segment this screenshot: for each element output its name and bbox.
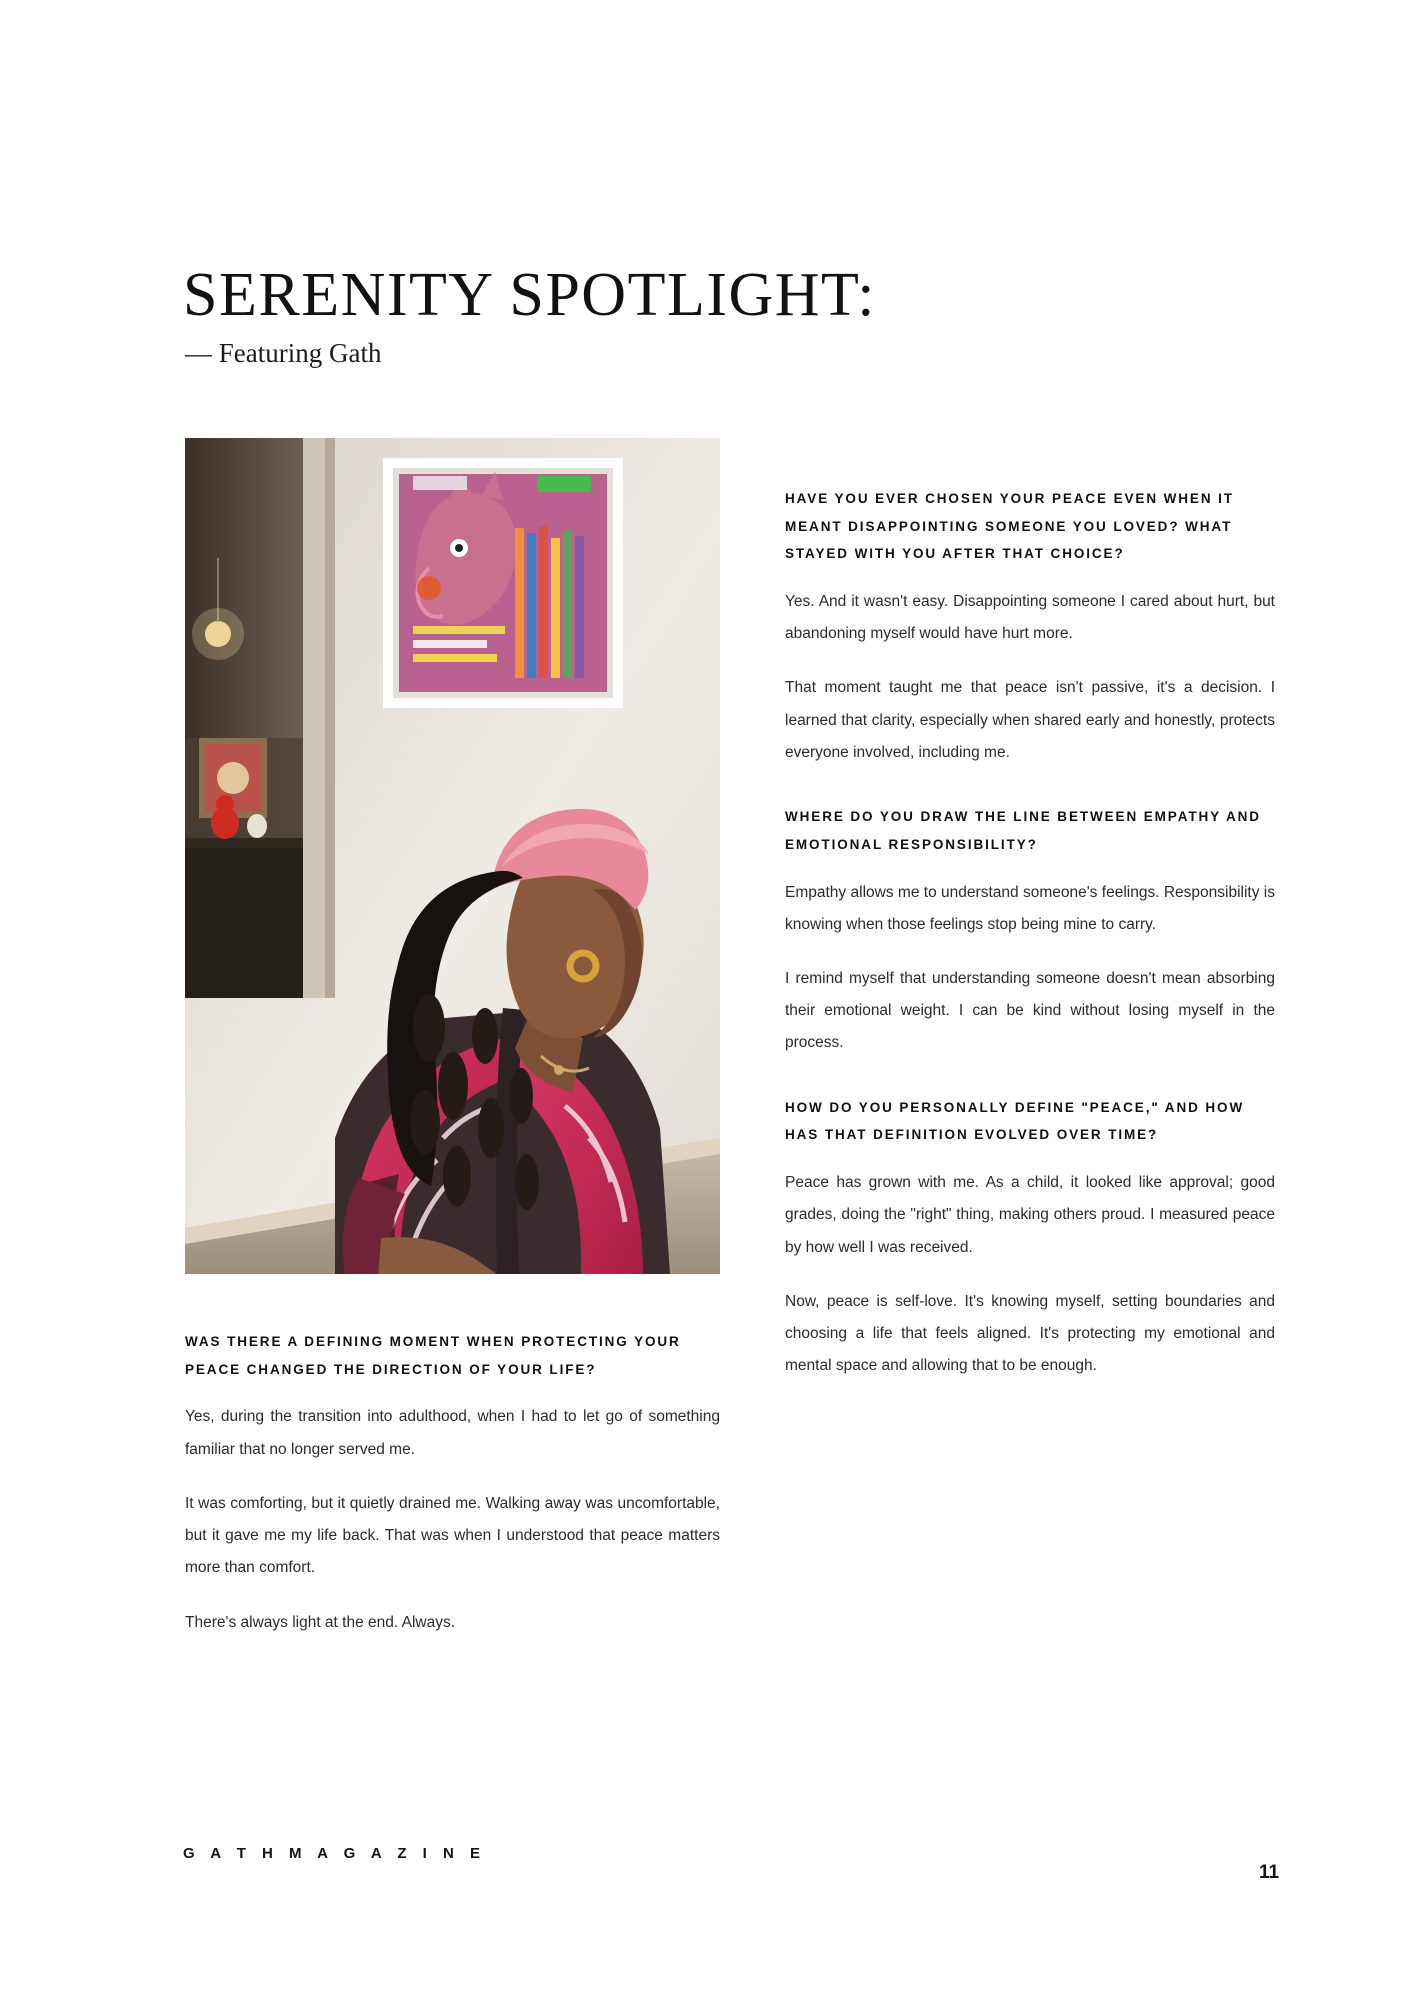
answer-paragraph: I remind myself that understanding someone doesn't mean absorbing their emotional weight. I can be kind without losing myself in the process.: [785, 970, 1275, 1052]
question-heading: WAS THERE A DEFINING MOMENT WHEN PROTECTING YOUR PEACE CHANGED THE DIRECTION OF YOUR LIFE?: [185, 1334, 681, 1377]
feature-photo-illustration: [185, 438, 720, 1274]
page-title: SERENITY SPOTLIGHT:: [183, 260, 877, 329]
answer-paragraph: It was comforting, but it quietly drained me. Walking away was uncomfortable, but it gave me my life back. That was when I understood that peace matters more than comfort.: [185, 1494, 720, 1577]
answer-paragraph: Yes. And it wasn't easy. Disappointing someone I cared about hurt, but abandoning myself would have hurt more.: [785, 593, 1275, 643]
qa-block-right-3: [785, 1094, 1275, 1383]
answer-paragraph: Empathy allows me to understand someone's feelings. Responsibility is knowing when those feelings stop being mine to carry.: [785, 883, 1275, 933]
question-heading: HAVE YOU EVER CHOSEN YOUR PEACE EVEN WHEN IT MEANT DISAPPOINTING SOMEONE YOU LOVED? WHAT STAYED WITH YOU AFTER THAT CHOICE?: [785, 491, 1234, 562]
page-number: 11: [1259, 1862, 1280, 1883]
answer-paragraph: Peace has grown with me. As a child, it looked like approval; good grades, doing the "right" thing, making others proud. I measured peace by how well I was received.: [785, 1174, 1275, 1256]
left-column: [185, 1328, 720, 1639]
right-column: [785, 485, 1275, 1382]
question-heading: HOW DO YOU PERSONALLY DEFINE "PEACE," AND HOW HAS THAT DEFINITION EVOLVED OVER TIME?: [785, 1099, 1245, 1143]
answer-paragraph: Now, peace is self-love. It's knowing myself, setting boundaries and choosing a life that feels aligned. It's protecting my emotional and mental space and allowing that to be enough.: [785, 1292, 1275, 1375]
qa-block-left-1: [185, 1328, 720, 1639]
page-subtitle: — Featuring Gath: [185, 338, 382, 368]
feature-photo: [185, 438, 720, 1274]
question-heading: WHERE DO YOU DRAW THE LINE BETWEEN EMPATHY AND EMOTIONAL RESPONSIBILITY?: [785, 809, 1261, 852]
footer-brand: G A T H M A G A Z I N E: [183, 1845, 486, 1862]
qa-block-right-2: [785, 803, 1275, 1060]
answer-paragraph: Yes, during the transition into adulthood, when I had to let go of something familiar that no longer served me.: [185, 1408, 720, 1458]
answer-paragraph: That moment taught me that peace isn't passive, it's a decision. I learned that clarity, especially when shared early and honestly, protects everyone involved, including me.: [785, 679, 1275, 761]
answer-paragraph: There's always light at the end. Always.: [185, 1613, 456, 1631]
qa-block-right-1: [785, 485, 1275, 769]
